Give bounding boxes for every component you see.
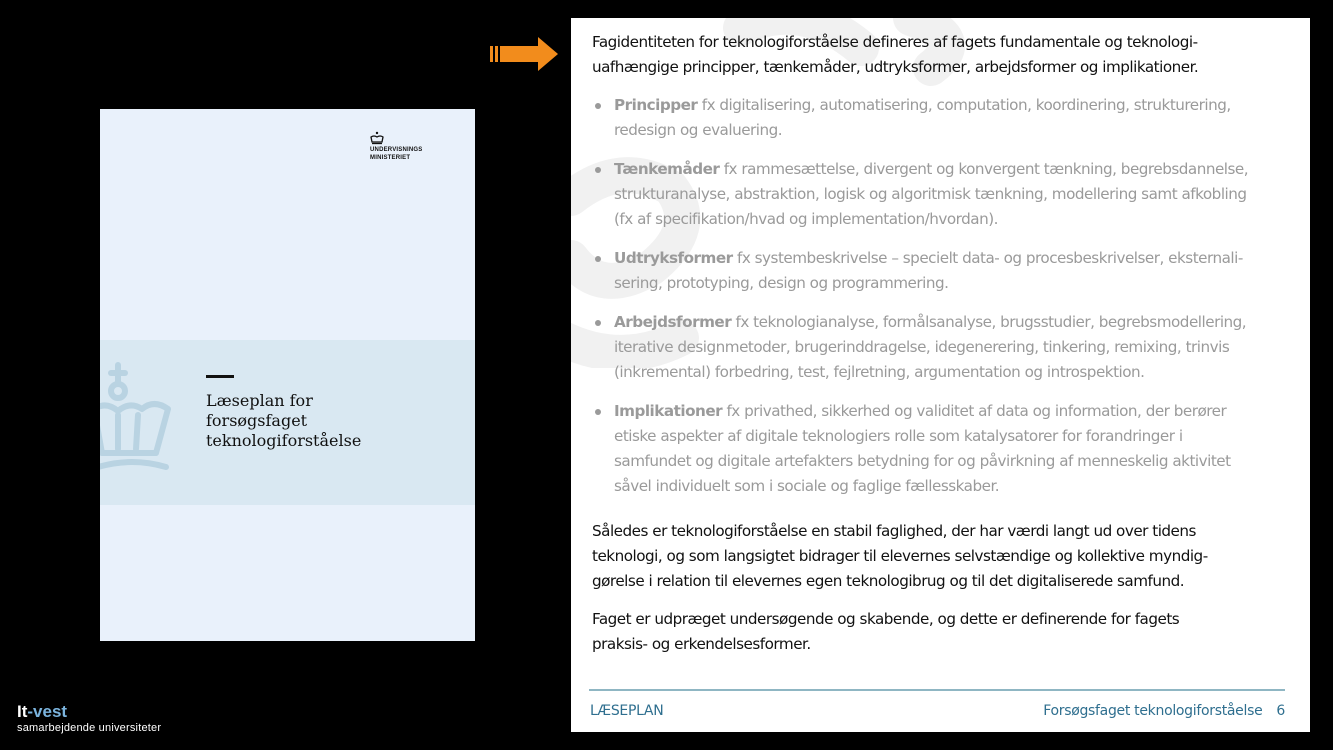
brand-logo [17, 703, 161, 735]
footer-divider [589, 689, 1285, 691]
text-line: strukturanalyse, abstraktion, logisk og algoritmisk tænkning, modellering samt afkobling [614, 185, 1247, 203]
text-line: Faget er udpræget undersøgende og skabende, og dette er definerende for fagets [592, 610, 1180, 628]
body-paragraph [592, 607, 1292, 657]
brand-name-part2: -vest [27, 702, 68, 721]
list-item [592, 246, 1292, 296]
crown-icon [370, 131, 384, 145]
text-line: samfundet og digitale artefakters betydning for og påvirkning af menneskelig aktivitet [614, 452, 1231, 470]
text-line: redesign og evaluering. [614, 121, 783, 139]
text-line: fx systembeskrivelse – specielt data- og procesbeskrivelser, eksternali- [732, 249, 1243, 267]
text-line: såvel individuelt som i sociale og faglige fællesskaber. [614, 477, 1000, 495]
text-line: Således er teknologiforståelse en stabil faglighed, der har værdi langt ud over tidens [592, 522, 1196, 540]
cover-title-line: Læseplan for [206, 391, 313, 410]
bullet-term: Udtryksformer [614, 249, 733, 267]
footer-title [1043, 703, 1285, 719]
bullet-term: Arbejdsformer [614, 313, 732, 331]
cover-title [206, 391, 436, 451]
bullet-list [592, 93, 1292, 499]
bullet-term: Implikationer [614, 402, 723, 420]
cover-image [100, 109, 475, 641]
footer-document-title: Forsøgsfaget teknologiforståelse [1043, 703, 1263, 719]
cover-title-line: teknologiforståelse [206, 431, 362, 450]
text-line: fx digitalisering, automatisering, computation, koordinering, strukturering, [697, 96, 1231, 114]
brand-name [17, 703, 161, 721]
text-line: fx rammesættelse, divergent og konvergent tænkning, begrebsdannelse, [719, 160, 1249, 178]
list-item [592, 399, 1292, 499]
bullet-icon [595, 167, 601, 173]
text-line: fx teknologianalyse, formålsanalyse, brugsstudier, begrebsmodellering, [731, 313, 1247, 331]
bullet-icon [595, 103, 601, 109]
bullet-term: Principper [614, 96, 698, 114]
bullet-icon [595, 320, 601, 326]
crown-icon [100, 361, 174, 473]
text-line: iterative designmetoder, brugerinddragelse, idegenerering, tinkering, remixing, trinvis [614, 338, 1230, 356]
text-line: gørelse i relation til elevernes egen teknologibrug og til det digitaliserede samfund. [592, 572, 1185, 590]
bullet-icon [595, 409, 601, 415]
body-paragraph [592, 519, 1292, 594]
text-line: etiske aspekter af digitale teknologiers rolle som katalysatorer for forandringer i [614, 427, 1183, 445]
text-line: uafhængige principper, tænkemåder, udtryksformer, arbejdsformer og implikationer. [592, 58, 1199, 76]
title-dash [206, 375, 234, 378]
ministry-name-line2: MINISTERIET [370, 155, 411, 161]
intro-paragraph [592, 30, 1292, 80]
arrow-right-icon [490, 36, 560, 72]
bullet-term: Tænkemåder [614, 160, 720, 178]
ministry-name-line1: UNDERVISNINGS [370, 147, 423, 153]
cover-title-line: forsøgsfaget [206, 411, 308, 430]
text-line: sering, prototyping, design og programmering. [614, 274, 949, 292]
text-line: (fx af specifikation/hvad og implementation/hvordan). [614, 210, 998, 228]
ministry-logo [370, 131, 450, 161]
text-line: (inkremental) forbedring, test, fejlretning, argumentation og introspektion. [614, 363, 1145, 381]
text-line: fx privathed, sikkerhed og validitet af data og information, der berører [722, 402, 1227, 420]
page-number: 6 [1276, 703, 1285, 719]
footer-section-label: LÆSEPLAN [590, 703, 664, 719]
list-item [592, 157, 1292, 232]
brand-tagline: samarbejdende universiteter [17, 722, 162, 734]
text-line: Fagidentiteten for teknologiforståelse defineres af fagets fundamentale og teknologi- [592, 33, 1198, 51]
bullet-icon [595, 256, 601, 262]
text-line: praksis- og erkendelsesformer. [592, 635, 811, 653]
document-page [571, 18, 1310, 732]
brand-name-part1: It [17, 702, 28, 721]
text-line: teknologi, og som langsigtet bidrager til elevernes selvstændige og kollektive myndig- [592, 547, 1208, 565]
list-item [592, 310, 1292, 385]
page-content [592, 30, 1292, 657]
list-item [592, 93, 1292, 143]
